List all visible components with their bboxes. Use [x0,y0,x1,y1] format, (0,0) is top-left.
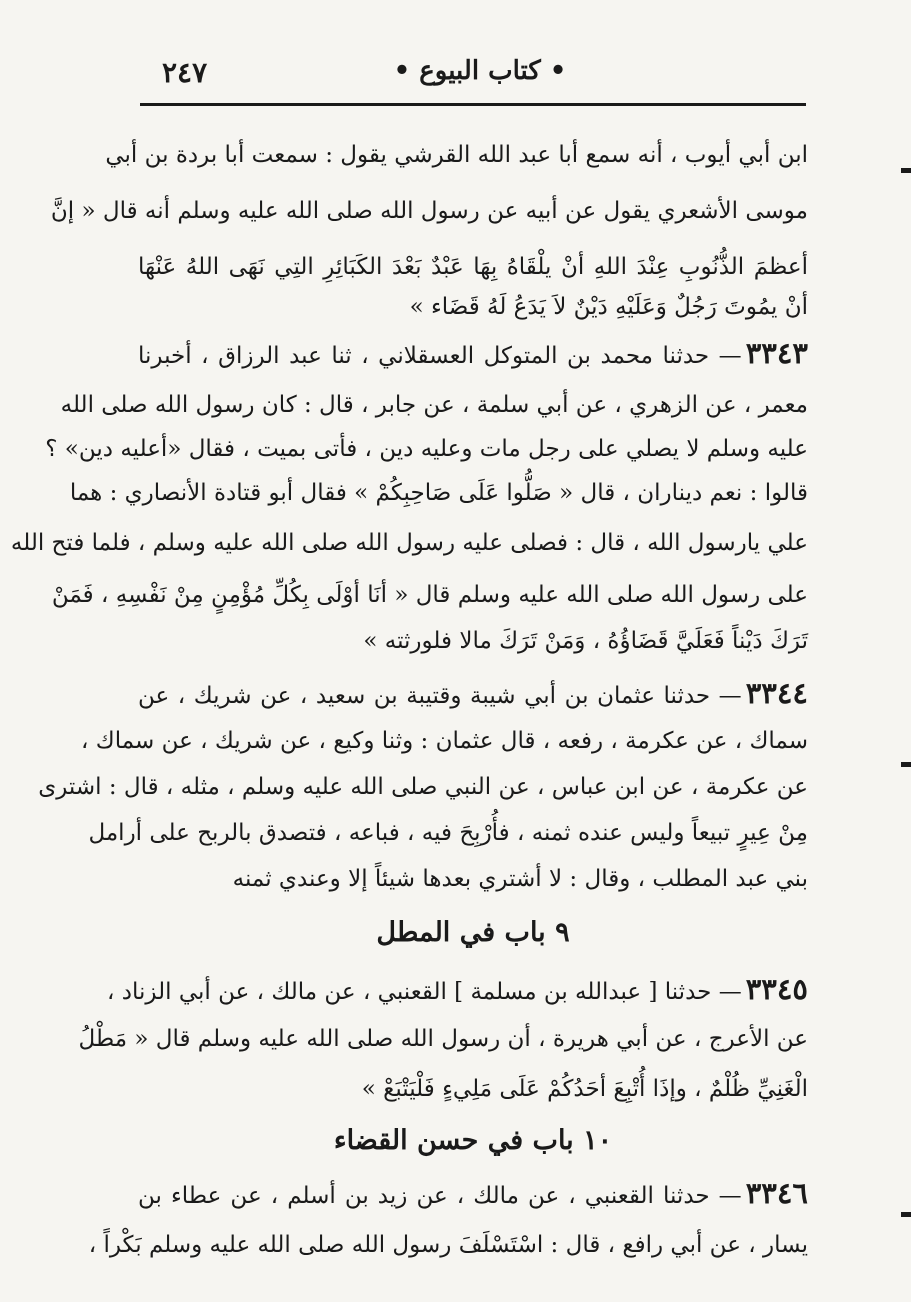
chapter-heading: ٩ باب في المطل [376,917,570,948]
scan-mark [901,1212,911,1217]
scan-mark [901,168,911,173]
text-line: عليه وسلم لا يصلي على رجل مات وعليه دين ، فأتى بميت ، فقال «أعليه دين» ؟ [45,436,808,462]
hadith-first-line [138,666,808,720]
hadith-first-line [138,1166,808,1220]
text-line: أنْ يمُوتَ رَجُلٌ وَعَلَيْهِ دَيْنٌ لاَ يَدَعُ لَهُ قَضَاء » [409,294,808,320]
hadith-number: ٣٣٤٥ [745,972,808,1006]
header-rule [140,103,806,106]
text-line: الْغَنِيِّ ظُلْمٌ ، وإذَا أُتْبِعَ أحَدُكُمْ عَلَى مَلِيءٍ فَلْيَتْبَعْ » [361,1076,808,1102]
page-header [140,48,808,98]
hadith-number: ٣٣٤٤ [745,676,808,710]
hadith-first-line [138,326,808,380]
text-line: سماك ، عن عكرمة ، رفعه ، قال عثمان : وثنا وكيع ، عن شريك ، عن سماك ، [81,728,808,754]
text-line: ابن أبي أيوب ، أنه سمع أبا عبد الله القرشي يقول : سمعت أبا بردة بن أبي [105,142,808,168]
scan-mark [901,762,911,767]
text-line: — حدثنا القعنبي ، عن مالك ، عن زيد بن أسلم ، عن عطاء بن [138,1183,742,1209]
text-line: عن الأعرج ، عن أبي هريرة ، أن رسول الله صلى الله عليه وسلم قال « مَطْلُ [78,1026,808,1052]
text-line: — حدثنا محمد بن المتوكل العسقلاني ، ثنا عبد الرزاق ، أخبرنا [138,343,742,369]
chapter-heading: ١٠ باب في حسن القضاء [333,1125,613,1156]
running-title: • كتاب البيوع • [393,56,567,86]
text-line: — حدثنا [ عبدالله بن مسلمة ] القعنبي ، عن مالك ، عن أبي الزناد ، [107,979,742,1005]
text-line: مِنْ عِيرٍ تبيعاً وليس عنده ثمنه ، فأُرْبِحَ فيه ، فباعه ، فتصدق بالربح على أرامل [88,820,808,846]
text-line: قالوا : نعم ديناران ، قال « صَلُّوا عَلَى صَاحِبِكُمْ » فقال أبو قتادة الأنصاري : هما [69,480,808,506]
hadith-first-line [107,962,808,1016]
text-line: يسار ، عن أبي رافع ، قال : اسْتَسْلَفَ رسول الله صلى الله عليه وسلم بَكْراً ، [88,1232,808,1258]
hadith-number: ٣٣٤٦ [745,1176,808,1210]
text-line: معمر ، عن الزهري ، عن أبي سلمة ، عن جابر ، قال : كان رسول الله صلى الله [60,392,808,418]
text-line: موسى الأشعري يقول عن أبيه عن رسول الله صلى الله عليه وسلم أنه قال « إنَّ [50,198,808,224]
text-line: عن عكرمة ، عن ابن عباس ، عن النبي صلى الله عليه وسلم ، مثله ، قال : اشترى [38,774,808,800]
text-line: أعظمَ الذُّنُوبِ عِنْدَ اللهِ أنْ يلْقَاهُ بِهَا عَبْدٌ بَعْدَ الكَبَائِرِ التِي نَهَى اللهُ عَنْهَا [138,254,808,280]
text-line: على رسول الله صلى الله عليه وسلم قال « أنَا أوْلَى بِكُلِّ مُؤْمِنٍ مِنْ نَفْسِهِ ، فَمَنْ [51,582,808,608]
page-number: ٢٤٧ [162,56,208,89]
text-line: علي يارسول الله ، قال : فصلى عليه رسول الله صلى الله عليه وسلم ، فلما فتح الله [10,530,808,556]
text-line: تَرَكَ دَيْناً فَعَلَيَّ قَضَاؤُهُ ، وَمَنْ تَرَكَ مالا فلورثته » [363,628,808,654]
hadith-number: ٣٣٤٣ [745,336,808,370]
text-line: بني عبد المطلب ، وقال : لا أشتري بعدها شيئاً إلا وعندي ثمنه [232,866,808,892]
text-line: — حدثنا عثمان بن أبي شيبة وقتيبة بن سعيد ، عن شريك ، عن [138,683,742,709]
